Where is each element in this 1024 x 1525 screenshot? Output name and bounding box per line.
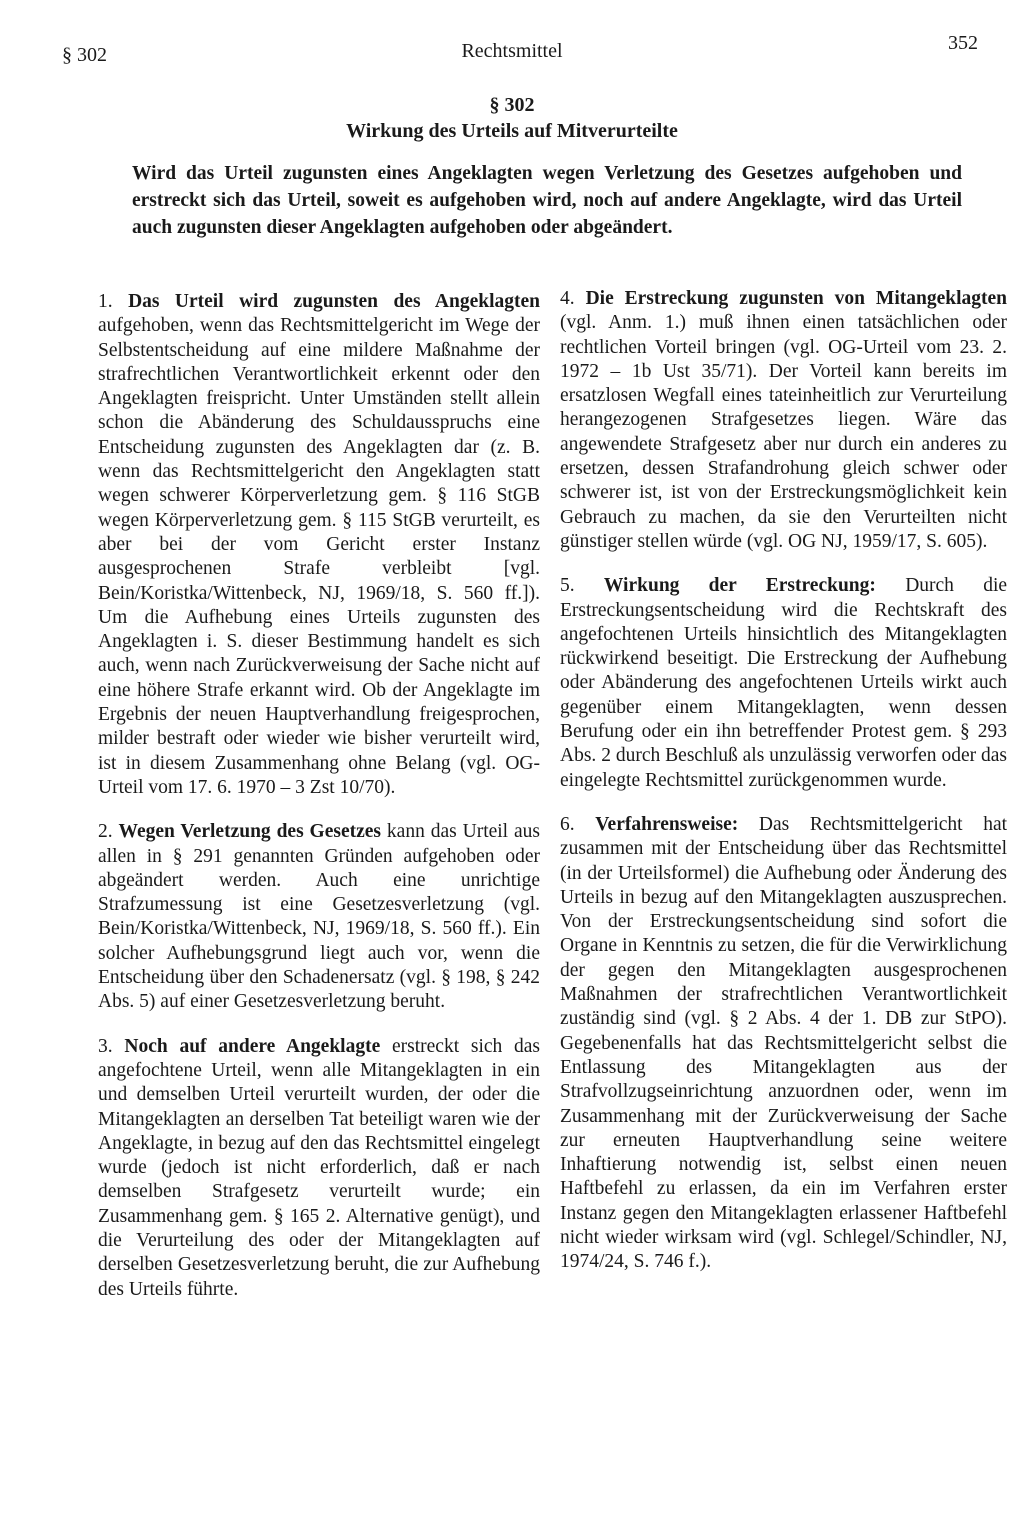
commentary-right-column <box>560 287 1007 1275</box>
statute-text: Wird das Urteil zugunsten eines Angeklagten wegen Verletzung des Gesetzes aufgehoben und erstreckt sich das Urteil, soweit es aufgehoben wird, noch auf andere Angeklagte, wird das Urteil auch zugunsten dieser Angeklagten aufgehoben oder abgeändert. <box>132 163 962 238</box>
note-number: 1. <box>98 291 113 312</box>
page-number: 352 <box>948 32 978 54</box>
note-lead: Verfahrensweise: <box>595 813 739 835</box>
note-text: aufgehoben, wenn das Rechtsmittelgericht im Wege der Selbstentscheidung auf eine mildere Maßnahme der strafrechtlichen Verantwortlichkeit erkennt oder den Angeklagten freispricht. Unter Umständen stellt allein schon die Abänderung des Schuldausspruchs eine Entscheidung zugunsten des Angeklagten dar (z. B. wenn das Rechtsmittelgericht den Angeklagten statt wegen schwerer Körperverletzung gem. § 116 StGB wegen Körperverletzung gem. § 115 StGB verurteilt, es aber bei der vom Gericht erster Instanz ausgesprochenen Strafe verbleibt [vgl. Bein/Koristka/Wittenbeck, NJ, 1969/18, S. 560 ff.]). Um die Aufhebung eines Urteils zugunsten des Angeklagten i. S. dieser Bestimmung handelt es sich auch, wenn nach Zurückverweisung der Sache nicht auf eine höhere Strafe erkannt wird. Ob der Angeklagte im Ergebnis der neuen Hauptverhandlung freigesprochen, milder bestraft oder wieder wie bisher verurteilt wird, ist in diesem Zusammenhang ohne Belang (vgl. OG-Urteil vom 17. 6. 1970 – 3 Zst 10/70). <box>98 315 540 798</box>
annotation-note <box>560 813 1007 1275</box>
section-title: Wirkung des Urteils auf Mitverurteilte <box>346 120 678 142</box>
note-number: 6. <box>560 813 575 835</box>
note-number: 2. <box>98 821 113 843</box>
note-text: Das Rechtsmittelgericht hat zusammen mit der Entscheidung über das Rechtsmittel (in der Urteilsformel) die Aufhebung oder Änderung des Urteils in bezug auf den Mitangeklagten auszusprechen. Von der Erstreckungsentscheidung sind sofort die Organe in Kenntnis zu setzen, die für die Verwirklichung der gegen den Mitangeklagten ausgesprochenen Maßnahmen der strafrechtlichen Verantwortlichkeit zuständig sind (vgl. § 2 Abs. 4 der 1. DB zur StPO). Gegebenenfalls hat das Rechtsmittelgericht selbst die Entlassung des Mitangeklagten aus der Strafvollzugseinrichtung anzuordnen oder, wenn im Zusammenhang mit der Zurückverweisung der Sache zur erneuten Hauptverhandlung seine weitere Inhaftierung notwendig ist, selbst einen neuen Haftbefehl zu erlassen, da ein im Verfahren erster Instanz gegen den Mitangeklagten erlassener Haftbefehl nicht wieder wirksam wird (vgl. Schlegel/Schindler, NJ, 1974/24, S. 746 f.). <box>560 813 1008 1273</box>
running-header-title: Rechtsmittel <box>461 40 563 62</box>
note-number: 5. <box>560 575 575 597</box>
note-text: kann das Urteil aus allen in § 291 genannten Gründen aufgehoben oder abgeändert werden. Auch eine unrichtige Strafzumessung ist eine Gesetzesverletzung (vgl. Bein/Koristka/Wittenbeck, NJ, 1969/18, S. 560 ff.). Ein solcher Aufhebungsgrund liegt auch vor, wenn die Entscheidung über den Schadenersatz (vgl. § 198, § 242 Abs. 5) auf einer Gesetzesverletzung beruht. <box>98 821 540 1013</box>
annotation-note <box>98 1035 540 1302</box>
section-number: § 302 <box>489 94 535 116</box>
note-number: 4. <box>560 288 575 309</box>
section-heading <box>0 92 1024 144</box>
note-text: erstreckt sich das angefochtene Urteil, wenn alle Mitangeklagten in ein und demselben Urteil verurteilt wurden, der oder die Mitangeklagten an derselben Tat beteiligt waren wie der Angeklagte, in bezug auf den das Rechtsmittel eingelegt wurde (jedoch ist nicht erforderlich, daß er nach demselben Strafgesetz verurteilt wurde; ein Zusammenhang gem. § 165 2. Alternative genügt), und die Verurteilung des oder der Mitangeklagten auf derselben Gesetzesverletzung beruht, die zur Aufhebung des Urteils führte. <box>98 1035 540 1300</box>
annotation-note <box>98 290 540 800</box>
note-number: 3. <box>98 1035 113 1057</box>
note-text: (vgl. Anm. 1.) muß ihnen einen tatsächlichen oder rechtlichen Vorteil bringen (vgl. OG-Urteil vom 23. 2. 1972 – 1b Ust 35/71). Der Vorteil kann bereits im ersatzlosen Wegfall eines tateinheitlich zur Verurteilung herangezogenen Strafgesetzes liegen. Wäre das angewendete Strafgesetz aber nur durch ein anderes zu ersetzen, dessen Strafandrohung gleich schwer oder schwerer ist, ist von der Erstreckungsmöglichkeit kein Gebrauch zu machen, da sie den Verurteilten nicht günstiger stellen würde (vgl. OG NJ, 1959/17, S. 605). <box>560 312 1007 552</box>
running-header-section: § 302 <box>62 44 107 66</box>
annotation-note <box>560 574 1007 793</box>
note-lead: Die Erstreckung zugunsten von Mitangeklagten <box>585 288 1007 309</box>
annotation-note <box>560 287 1007 554</box>
note-text: Durch die Erstreckungsentscheidung wird die Rechtskraft des angefochtenen Urteils hinsichtlich des Mitangeklagten rückwirkend beseitigt. Die Erstreckung der Aufhebung oder Abänderung des angefochtenen Urteils wirkt auch gegenüber einem Mitangeklagten, wenn dessen Berufung oder ein ihn betreffender Protest gem. § 293 Abs. 2 durch Beschluß als unzulässig verworfen oder das eingelegte Rechtsmittel zurückgenommen wurde. <box>560 575 1008 791</box>
note-lead: Wirkung der Erstreckung: <box>603 575 876 597</box>
note-lead: Noch auf andere Angeklagte <box>124 1035 381 1057</box>
note-lead: Das Urteil wird zugunsten des Angeklagten <box>128 291 540 312</box>
commentary-left-column <box>98 290 540 1302</box>
annotation-note <box>98 820 540 1014</box>
note-lead: Wegen Verletzung des Gesetzes <box>118 821 382 843</box>
